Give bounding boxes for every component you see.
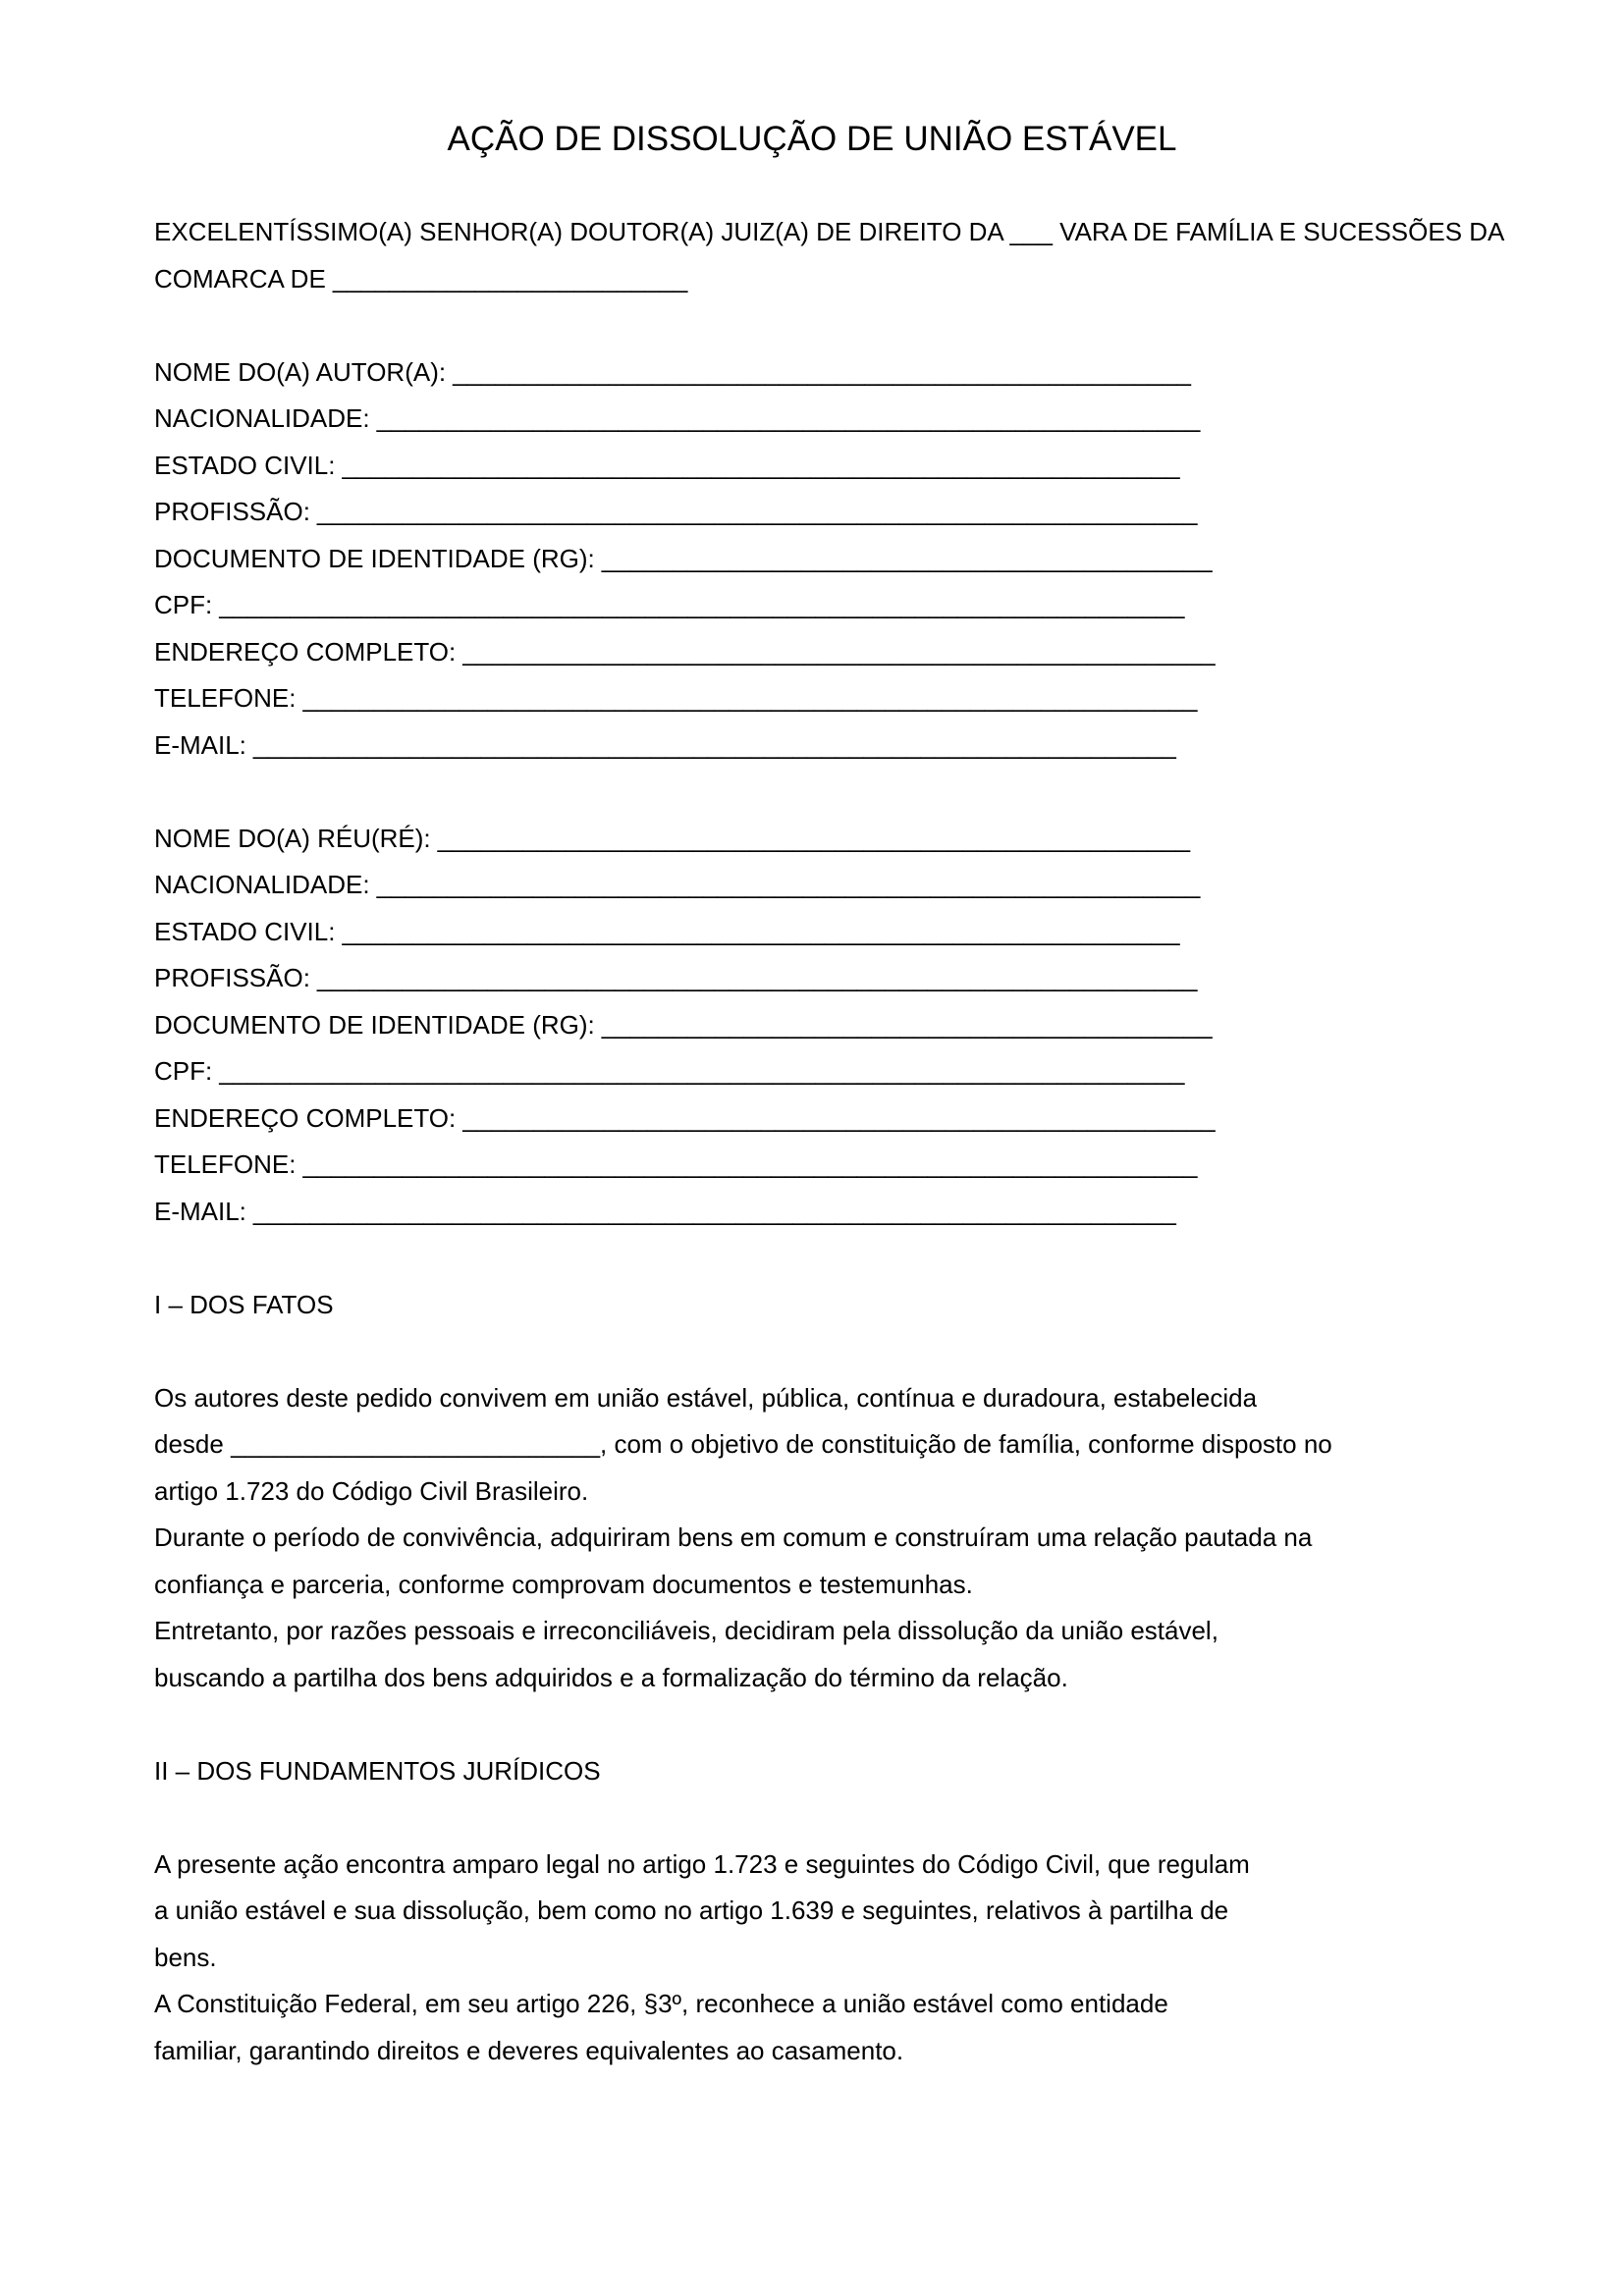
field-blank-line: ___________________________________________________________ [342,916,1180,946]
field-row-defendant-name [154,816,1604,863]
field-label: CPF: [154,1056,213,1086]
field-blank-line: _______________________________________________________________ [302,1149,1198,1179]
field-blank-line: __________________________________________________________ [376,870,1201,899]
field-blank-line: _______________________________________________________________ [302,683,1198,713]
field-row-author-cpf [154,582,1604,629]
field-label: DOCUMENTO DE IDENTIDADE (RG): [154,543,595,573]
section-heading-fundamentos: II – DOS FUNDAMENTOS JURÍDICOS [154,1755,601,1786]
field-row-author-phone [154,675,1604,722]
field-row-author-address [154,629,1604,676]
paragraph-line: artigo 1.723 do Código Civil Brasileiro. [154,1475,589,1506]
field-blank-line: _____________________________________________________ [462,636,1216,667]
section-fundamentos-body [154,1842,1604,2075]
section-fatos-body [154,1375,1604,1702]
paragraph-line: Durante o período de convivência, adquiriram bens em comum e construíram uma relação pautada na [154,1522,1313,1552]
paragraph-line: Entretanto, por razões pessoais e irreconciliáveis, decidiram pela dissolução da união estável, [154,1616,1218,1645]
field-blank-line: _____________________________________________________ [437,823,1191,853]
paragraph-line: a união estável e sua dissolução, bem como no artigo 1.639 e seguintes, relativos à partilha de [154,1896,1229,1925]
comarca-blank-line: _________________________ [332,263,688,294]
field-blank-line: ____________________________________________________________________ [219,590,1185,619]
field-row-defendant-marital-status [154,909,1604,956]
section-heading-fatos: I – DOS FATOS [154,1289,334,1319]
blank-line [154,1235,1604,1282]
field-label: E-MAIL: [154,1196,246,1226]
field-label: PROFISSÃO: [154,497,310,526]
field-label: NACIONALIDADE: [154,403,370,433]
comarca-label: COMARCA DE [154,263,326,294]
blank-line [154,1794,1604,1842]
field-row-defendant-profession [154,955,1604,1002]
field-label: ESTADO CIVIL: [154,916,336,946]
field-blank-line: ______________________________________________________________ [316,497,1198,526]
field-label: CPF: [154,590,213,619]
paragraph-line: confiança e parceria, conforme comprovam documentos e testemunhas. [154,1569,973,1599]
field-label: ESTADO CIVIL: [154,450,336,480]
field-blank-line: ______________________________________________________________ [316,963,1198,992]
defendant-info-block [154,816,1604,1236]
field-row-author-profession [154,489,1604,536]
field-row-defendant-rg [154,1002,1604,1049]
field-blank-line: ____________________________________________________________________ [219,1056,1185,1086]
field-row-author-rg [154,536,1604,583]
field-blank-line: ___________________________________________ [601,543,1213,573]
paragraph-line: familiar, garantindo direitos e deveres equivalentes ao casamento. [154,2035,904,2065]
field-row-author-nationality [154,396,1604,443]
paragraph-line: bens. [154,1942,217,1972]
field-label: ENDEREÇO COMPLETO: [154,636,457,667]
field-blank-line: _____________________________________________________ [462,1102,1216,1133]
paragraph-line: Os autores deste pedido convivem em união estável, pública, contínua e duradoura, estabelecida [154,1382,1258,1413]
field-label: NACIONALIDADE: [154,870,370,899]
field-label: ENDEREÇO COMPLETO: [154,1102,457,1133]
field-row-author-name [154,349,1604,397]
field-blank-line: ____________________________________________________ [453,356,1192,387]
field-label: DOCUMENTO DE IDENTIDADE (RG): [154,1009,595,1040]
field-blank-line: ___________________________________________________________ [342,450,1180,480]
field-row-author-marital-status [154,443,1604,490]
paragraph-line: buscando a partilha dos bens adquiridos e a formalização do término da relação. [154,1662,1068,1692]
field-blank-line: _________________________________________________________________ [252,1196,1176,1226]
paragraph-line: desde __________________________, com o objetivo de constituição de família, conforme disposto no [154,1429,1332,1459]
field-row-author-email [154,722,1604,770]
field-label: TELEFONE: [154,683,297,713]
field-label: TELEFONE: [154,1149,297,1179]
blank-line [154,302,1604,349]
blank-line [154,163,1604,210]
paragraph-line: A presente ação encontra amparo legal no artigo 1.723 e seguintes do Código Civil, que regulam [154,1848,1250,1879]
field-row-defendant-phone [154,1142,1604,1189]
field-blank-line: __________________________________________________________ [376,403,1201,433]
field-label: NOME DO(A) AUTOR(A): [154,356,447,387]
addressing-line-2 [154,256,1604,303]
field-label: NOME DO(A) RÉU(RÉ): [154,823,431,853]
field-blank-line: _________________________________________________________________ [252,729,1176,760]
field-blank-line: ___________________________________________ [601,1009,1213,1040]
field-row-defendant-email [154,1189,1604,1236]
field-row-defendant-nationality [154,862,1604,909]
addressing-line-1: EXCELENTÍSSIMO(A) SENHOR(A) DOUTOR(A) JUIZ(A) DE DIREITO DA ___ VARA DE FAMÍLIA E SUCESSÕES DA [154,217,1505,246]
field-row-defendant-cpf [154,1048,1604,1095]
blank-line [154,1701,1604,1748]
field-label: E-MAIL: [154,729,246,760]
field-label: PROFISSÃO: [154,963,310,992]
field-row-defendant-address [154,1095,1604,1143]
paragraph-line: A Constituição Federal, em seu artigo 226, §3º, reconhece a união estável como entidade [154,1989,1168,2018]
document-title: AÇÃO DE DISSOLUÇÃO DE UNIÃO ESTÁVEL [447,120,1177,158]
blank-line [154,1328,1604,1375]
author-info-block [154,349,1604,770]
blank-line [154,769,1604,816]
